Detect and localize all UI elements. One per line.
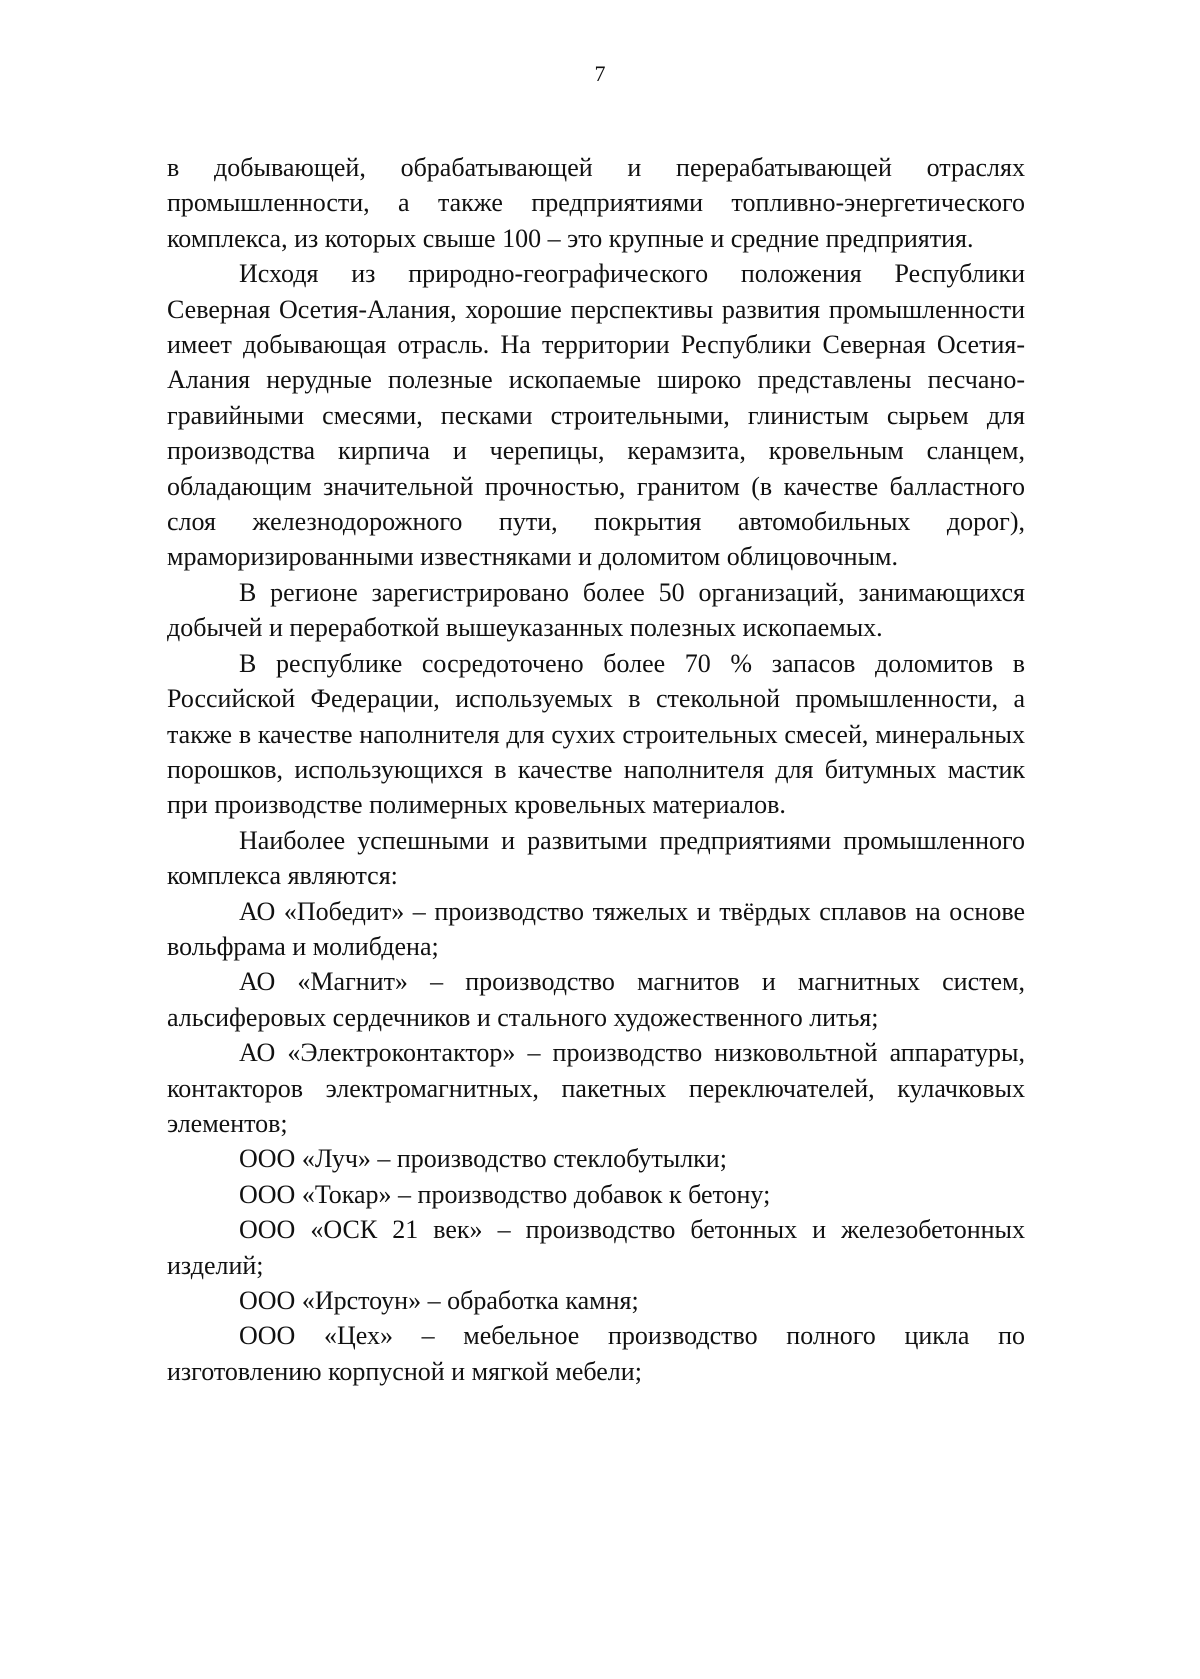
list-item-elektrokontaktor: АО «Электроконтактор» – производство низковольтной аппаратуры, контакторов электромагнитных, пакетных переключателей, кулачковых элементов; bbox=[167, 1038, 1025, 1138]
paragraph-continuation: в добывающей, обрабатывающей и перерабатывающей отраслях промышленности, а также предприятиями топливно-энергетического комплекса, из которых свыше 100 – это крупные и средние предприятия. bbox=[167, 153, 1025, 253]
list-item-luch: ООО «Луч» – производство стеклобутылки; bbox=[239, 1144, 727, 1174]
list-item-pobedit: АО «Победит» – производство тяжелых и твёрдых сплавов на основе вольфрама и молибдена; bbox=[167, 896, 1025, 961]
list-item-osk-21-vek: ООО «ОСК 21 век» – производство бетонных и железобетонных изделий; bbox=[167, 1215, 1025, 1280]
paragraph-organizations: В регионе зарегистрировано более 50 организаций, занимающихся добычей и переработкой вышеуказанных полезных ископаемых. bbox=[167, 577, 1025, 643]
page-number: 7 bbox=[594, 61, 606, 86]
list-item-tokar: ООО «Токар» – производство добавок к бетону; bbox=[239, 1179, 771, 1209]
list-item-magnit: АО «Магнит» – производство магнитов и магнитных систем, альсиферовых сердечников и стального художественного литья; bbox=[167, 967, 1025, 1032]
list-item-tsekh: ООО «Цех» – мебельное производство полного цикла по изготовлению корпусной и мягкой мебели; bbox=[167, 1321, 1025, 1386]
paragraph-enterprises-intro: Наиболее успешными и развитыми предприятиями промышленного комплекса являются: bbox=[167, 825, 1025, 891]
list-item-irstoun: ООО «Ирстоун» – обработка камня; bbox=[239, 1286, 639, 1315]
document-body bbox=[167, 150, 1025, 1389]
paragraph-geography: Исходя из природно-географического положения Республики Северная Осетия-Алания, хорошие перспективы развития промышленности имеет добывающая отрасль. На территории Республики Северная Осетия-Алания нерудные полезные ископаемые широко представлены песчано-гравийными смесями, песками строительными, глинистым сырьем для производства кирпича и черепицы, керамзита, кровельным сланцем, обладающим значительной прочностью, гранитом (в качестве балластного слоя железнодорожного пути, покрытия автомобильных дорог), мраморизированными известняками и доломитом облицовочным. bbox=[167, 259, 1025, 572]
paragraph-dolomite: В республике сосредоточено более 70 % запасов доломитов в Российской Федерации, используемых в стекольной промышленности, а также в качестве наполнителя для сухих строительных смесей, минеральных порошков, использующихся в качестве наполнителя для битумных мастик при производстве полимерных кровельных материалов. bbox=[167, 648, 1025, 820]
